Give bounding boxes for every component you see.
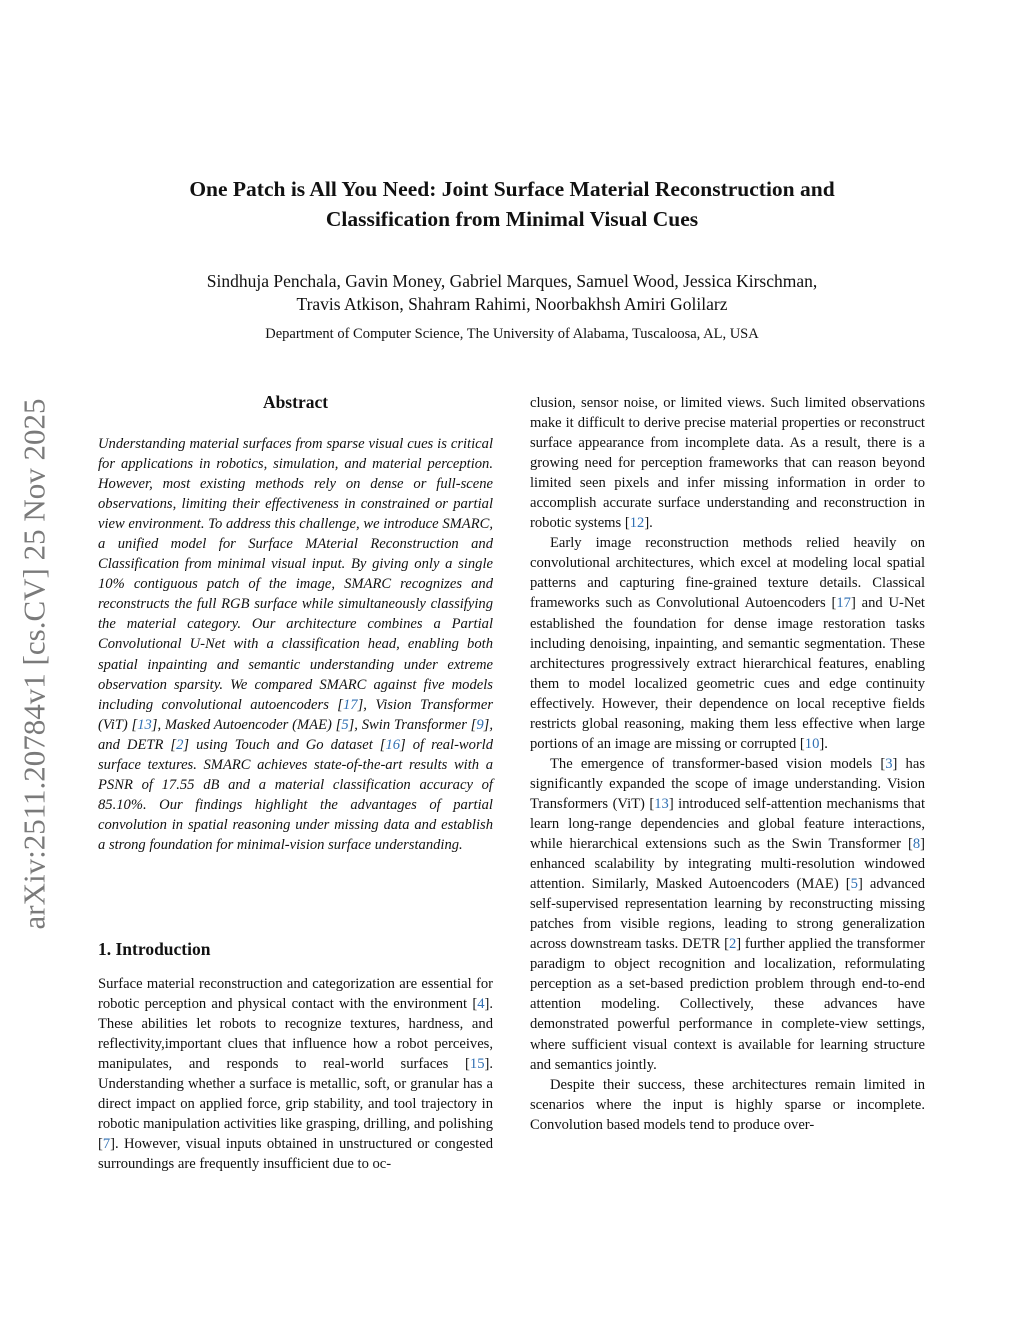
right-paragraph-2 bbox=[530, 533, 925, 754]
abstract-part: ], Masked Autoencoder (MAE) [ bbox=[151, 716, 342, 733]
citation-link[interactable]: 10 bbox=[804, 735, 820, 752]
title-line-2: Classification from Minimal Visual Cues bbox=[325, 207, 699, 231]
intro-part: ]. Understanding whether a surface is metallic, soft, or granular has a direct impact on applied force, grip stability, and tool trajectory in robotic manipulation activities like grasping, drilling, and polishing [ bbox=[98, 1056, 493, 1153]
arxiv-id: arXiv:2511.20784v1 [cs.CV] 25 Nov 2025 bbox=[16, 398, 51, 930]
citation-link[interactable]: 2 bbox=[728, 936, 737, 953]
affiliation: Department of Computer Science, The University of Alabama, Tuscaloosa, AL, USA bbox=[265, 326, 759, 342]
right-column bbox=[530, 393, 925, 1135]
text-part: ] has significantly expanded the scope of image understanding. Vision Transformers (ViT) [ bbox=[530, 755, 925, 812]
intro-part: Surface material reconstruction and categorization are essential for robotic perception and physical contact with the environment [ bbox=[98, 976, 493, 1013]
citation-link[interactable]: 13 bbox=[654, 795, 669, 812]
text-part: ] enhanced scalability by integrating multi-resolution windowed attention. Similarly, Masked Autoencoders (MAE) [ bbox=[530, 836, 925, 893]
abstract-part: Understanding material surfaces from sparse visual cues is critical for applications in robotics, simulation, and material perception. However, most existing methods rely on dense or full-scene observations, limiting their effectiveness in constrained or partial view environment. To address this challenge, we introduce SMARC, a unified model for Surface MAterial Reconstruction and Classification from minimal visual input. By giving only a single 10% contiguous patch of the image, SMARC recognizes and reconstructs the full RGB surface while simultaneously classifying the material category. Our architecture combines a Partial Convolutional U-Net with a classification head, enabling both spatial inpainting and semantic understanding under extreme observation sparsity. We compared SMARC against five models including convolutional autoencoders [ bbox=[98, 436, 493, 713]
abstract-part: ] of real-world surface textures. SMARC achieves state-of-the-art results with a PSNR of 17.55 dB and a material classification accuracy of 85.10%. Our findings highlight the advantages of partial convolution in spatial reasoning under missing data and establish a strong foundation for minimal-vision surface understanding. bbox=[98, 736, 493, 853]
abstract-heading: Abstract bbox=[262, 392, 329, 412]
citation-link[interactable]: 5 bbox=[850, 876, 858, 893]
paper-title bbox=[100, 174, 924, 234]
citation-link[interactable]: 13 bbox=[137, 716, 152, 733]
text-part: The emergence of transformer-based vision models [ bbox=[550, 755, 886, 772]
right-paragraph-1 bbox=[530, 393, 925, 533]
citation-link[interactable]: 4 bbox=[477, 996, 485, 1013]
text-part: ]. bbox=[819, 735, 828, 752]
intro-part: ]. However, visual inputs obtained in unstructured or congested surroundings are frequently insufficient due to oc- bbox=[98, 1136, 493, 1173]
citation-link[interactable]: 16 bbox=[385, 736, 401, 753]
text-part: ]. bbox=[644, 515, 653, 532]
citation-link[interactable]: 15 bbox=[469, 1056, 485, 1073]
right-paragraph-4: Despite their success, these architectures remain limited in scenarios where the input is highly sparse or incomplete. Convolution based models tend to produce over- bbox=[530, 1076, 925, 1133]
citation-link[interactable]: 2 bbox=[176, 736, 184, 753]
abstract-part: ], and DETR [ bbox=[98, 716, 493, 753]
abstract-part: ], Vision Transformer (ViT) [ bbox=[98, 696, 493, 733]
authors-line-2: Travis Atkison, Shahram Rahimi, Noorbakhsh Amiri Golilarz bbox=[296, 294, 728, 314]
text-part: clusion, sensor noise, or limited views. Such limited observations make it difficult to derive precise material properties or reconstruct surface appearance from incomplete data. As a result, there is a growing need for perception frameworks that can reason beyond limited seen pixels and infer missing information in order to accomplish accurate surface understanding and reconstruction in robotic systems [ bbox=[530, 395, 925, 532]
abstract-part: ], Swin Transformer [ bbox=[348, 716, 477, 733]
abstract-part: ] using Touch and Go dataset [ bbox=[183, 736, 386, 753]
citation-link[interactable]: 12 bbox=[629, 515, 645, 532]
title-line-1: One Patch is All You Need: Joint Surface Material Reconstruction and bbox=[189, 177, 835, 201]
citation-link[interactable]: 7 bbox=[102, 1136, 111, 1153]
citation-link[interactable]: 17 bbox=[343, 696, 358, 713]
arxiv-stamp bbox=[2, 367, 66, 961]
citation-link[interactable]: 3 bbox=[885, 755, 893, 772]
text-part: ] introduced self-attention mechanisms that learn long-range dependencies and global feature interactions, while hierarchical extensions such as the Swin Transformer [ bbox=[530, 795, 925, 853]
citation-link[interactable]: 5 bbox=[341, 716, 349, 733]
text-part: ] and U-Net established the foundation for dense image restoration tasks including denoising, inpainting, and semantic segmentation. These architectures progressively extract hierarchical features, enabling them to model localized geometric cues and edge continuity effectively. However, their dependence on local receptive fields restricts global reasoning, making them less effective when large portions of an image are missing or corrupted [ bbox=[530, 595, 925, 752]
author-list bbox=[100, 270, 924, 316]
right-paragraph-3 bbox=[530, 754, 925, 1075]
text-part: ] advanced self-supervised representation learning by reconstructing missing patches from visible regions, leading to strong generalization across downstream tasks. DETR [ bbox=[530, 876, 926, 953]
abstract-text bbox=[98, 434, 493, 855]
text-part: Early image reconstruction methods relied heavily on convolutional architectures, which excel at modeling local spatial patterns and capturing fine-grained texture details. Classical frameworks such as Convolutional Autoencoders [ bbox=[530, 535, 925, 612]
intro-part: ]. These abilities let robots to recognize textures, hardness, and reflectivity,important clues that influence how a robot perceives, manipulates, and responds to real-world surfaces [ bbox=[98, 996, 493, 1073]
citation-link[interactable]: 17 bbox=[836, 595, 851, 612]
authors-line-1: Sindhuja Penchala, Gavin Money, Gabriel Marques, Samuel Wood, Jessica Kirschman, bbox=[206, 271, 818, 291]
text-part: ] further applied the transformer paradigm to object recognition and localization, reformulating perception as a set-based prediction problem through end-to-end attention modeling. Collectively, these advances have demonstrated powerful performance in complete-view settings, where sufficient visual context is available for learning structure and semantics jointly. bbox=[530, 936, 925, 1073]
intro-paragraph bbox=[98, 974, 493, 1174]
section-heading-introduction: 1. Introduction bbox=[98, 939, 211, 959]
citation-link[interactable]: 9 bbox=[476, 716, 484, 733]
citation-link[interactable]: 8 bbox=[912, 836, 921, 853]
